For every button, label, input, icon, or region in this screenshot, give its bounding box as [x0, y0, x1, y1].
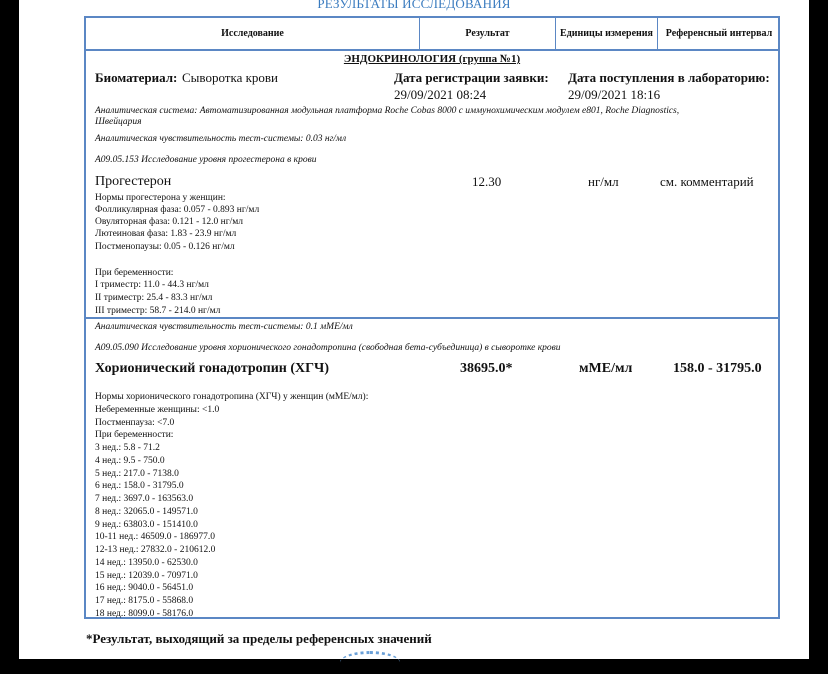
header-result: Результат [465, 28, 510, 39]
results-table [84, 16, 780, 619]
hcg-norm-line: 6 нед.: 158.0 - 31795.0 [95, 481, 184, 492]
test-name-hcg: Хорионический гонадотропин (ХГЧ) [95, 361, 329, 376]
hcg-norm-line: 18 нед.: 8099.0 - 58176.0 [95, 608, 194, 619]
norm-line: Овуляторная фаза: 0.121 - 12.0 нг/мл [95, 217, 244, 227]
hcg-norm-line: При беременности: [95, 430, 174, 441]
test-reference-hcg: 158.0 - 31795.0 [673, 361, 762, 376]
header-reference: Референсный интервал [665, 28, 773, 39]
hcg-norm-line: Постменпауза: <7.0 [95, 417, 175, 428]
analytic-system: Аналитическая система: Автоматизированная модульная платформа Roche Cobas 8000 с иммунохимическим модулем е801, Roche Diagnostics, [95, 106, 680, 116]
pregnancy-line: II триместр: 25.4 - 83.3 нг/мл [95, 293, 213, 303]
code-hcg: A09.05.090 Исследование уровня хорионического гонадотропина (свободная бета-субъединица) в сыворотке крови [95, 343, 561, 353]
hcg-norm-line: 14 нед.: 13950.0 - 62530.0 [95, 557, 198, 568]
section-title: ЭНДОКРИНОЛОГИЯ (группа №1) [343, 53, 521, 65]
code-progesterone: A09.05.153 Исследование уровня прогестерона в крови [95, 155, 317, 165]
analytic-system-country: Швейцария [95, 117, 142, 127]
pregnancy-line: III триместр: 58.7 - 214.0 нг/мл [95, 306, 221, 316]
lab-date-value: 29/09/2021 18:16 [568, 87, 661, 102]
hcg-norm-line: 7 нед.: 3697.0 - 163563.0 [95, 494, 194, 504]
sensitivity-progesterone: Аналитическая чувствительность тест-системы: 0.03 нг/мл [95, 134, 347, 144]
hcg-norm-line: 3 нед.: 5.8 - 71.2 [95, 443, 160, 453]
hcg-norm-line: 9 нед.: 63803.0 - 151410.0 [95, 519, 198, 530]
hcg-norm-line: 10-11 нед.: 46509.0 - 186977.0 [95, 532, 215, 543]
hcg-norm-line: Нормы хорионического гонадотропина (ХГЧ) у женщин (мМЕ/мл): [95, 392, 369, 402]
test-reference-progesterone: см. комментарий [660, 174, 754, 189]
document-title: РЕЗУЛЬТАТЫ ИССЛЕДОВАНИЯ [317, 0, 511, 11]
test-units-progesterone: нг/мл [588, 174, 619, 189]
lab-date-label: Дата поступления в лабораторию: [568, 70, 770, 85]
biomaterial-label: Биоматериал: [95, 70, 178, 85]
hcg-norm-line: Небеременные женщины: <1.0 [95, 404, 220, 415]
norm-line: Лютеиновая фаза: 1.83 - 23.9 нг/мл [95, 229, 237, 239]
test-result-progesterone: 12.30 [472, 174, 502, 189]
hcg-norm-line: 8 нед.: 32065.0 - 149571.0 [95, 506, 198, 517]
norm-line: Постменопаузы: 0.05 - 0.126 нг/мл [95, 242, 235, 252]
table-header [86, 18, 778, 51]
hcg-norm-line: 16 нед.: 9040.0 - 56451.0 [95, 583, 194, 594]
test-units-hcg: мМЕ/мл [579, 361, 633, 376]
test-name-progesterone: Прогестерон [95, 174, 172, 189]
pregnancy-line: При беременности: [95, 268, 174, 278]
test-result-hcg: 38695.0* [460, 361, 513, 376]
hcg-norm-line: 4 нед.: 9.5 - 750.0 [95, 455, 165, 466]
stamp-seal [340, 651, 400, 674]
footnote: *Результат, выходящий за пределы референсных значений [86, 631, 432, 646]
sensitivity-hcg: Аналитическая чувствительность тест-системы: 0.1 мМЕ/мл [95, 322, 353, 332]
hcg-norm-line: 12-13 нед.: 27832.0 - 210612.0 [95, 545, 216, 555]
hcg-norm-line: 17 нед.: 8175.0 - 55868.0 [95, 596, 194, 606]
hcg-norm-line: 15 нед.: 12039.0 - 70971.0 [95, 570, 198, 581]
hcg-norm-line: 5 нед.: 217.0 - 7138.0 [95, 468, 179, 479]
pregnancy-line: I триместр: 11.0 - 44.3 нг/мл [95, 280, 209, 290]
header-units: Единицы измерения [560, 28, 653, 39]
norm-line: Нормы прогестерона у женщин: [95, 193, 226, 203]
registration-date-label: Дата регистрации заявки: [394, 70, 549, 85]
biomaterial-value: Сыворотка крови [182, 70, 279, 85]
header-study: Исследование [221, 28, 284, 39]
registration-date-value: 29/09/2021 08:24 [394, 87, 487, 102]
norm-line: Фолликулярная фаза: 0.057 - 0.893 нг/мл [95, 205, 260, 215]
section-divider [86, 317, 778, 319]
